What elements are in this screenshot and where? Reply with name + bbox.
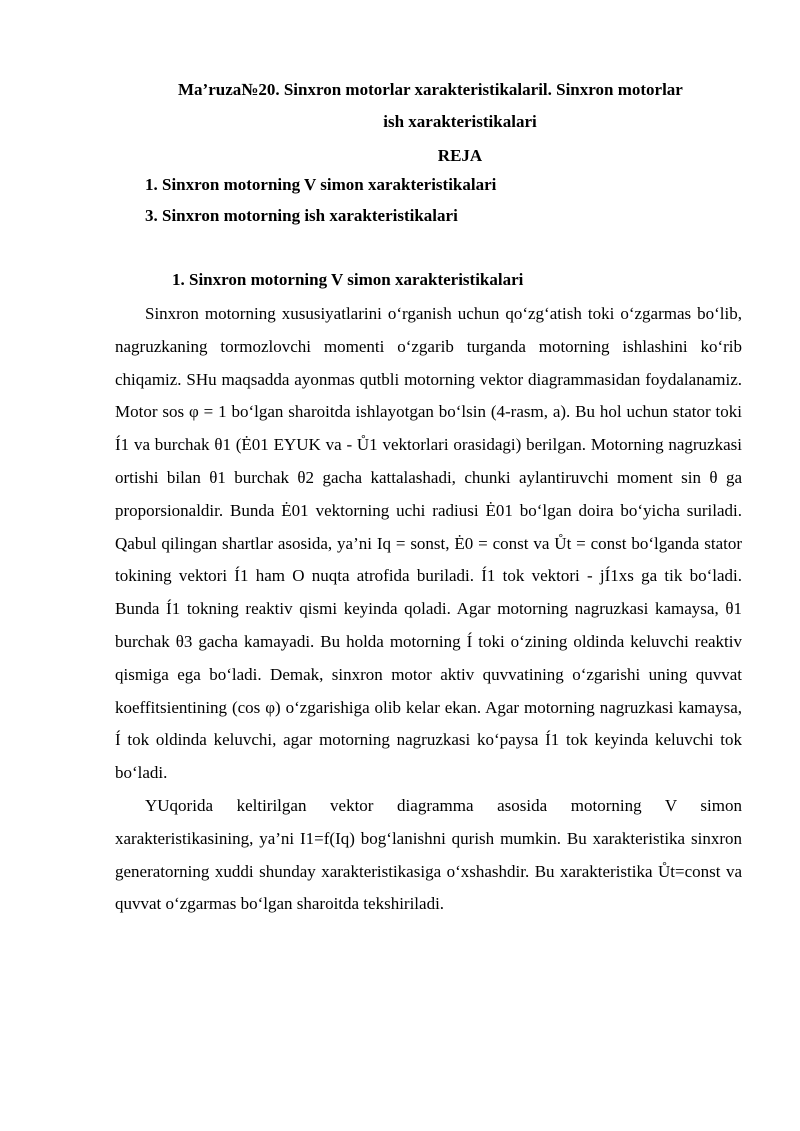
paragraph-2: YUqorida keltirilgan vektor diagramma asosida motorning V simon xarakteristikasining, ya’ni I1=f(Iq) bog‘lanishni qurish mumkin. Bu xarakteristika sinxron generatorning xuddi shunday xarakteristikasiga o‘xshashdir. Bu xarakteristika Ůt=const va quvvat o‘zgarmas bo‘lgan sharoitda tekshiriladi. (115, 795, 742, 914)
lecture-title-line2: ish xarakteristikalari (383, 112, 537, 131)
plan-item-2: 3. Sinxron motorning ish xarakteristikalari (145, 206, 458, 225)
lecture-title-line1: Ma’ruza№20. Sinxron motorlar xarakteristikalaril. Sinxron motorlar (178, 80, 683, 99)
plan-heading: REJA (437, 146, 483, 165)
paragraph-1: Sinxron motorning xususiyatlarini o‘rganish uchun qo‘zg‘atish toki o‘zgarmas bo‘lib, nagruzkaning tormozlovchi momenti o‘zgarib turganda motorning ishlashini ko‘rib chiqamiz. SHu maqsadda ayonmas qutbli motorning vektor diagrammasidan foydalanamiz. Motor sos φ = 1 bo‘lgan sharoitda ishlayotgan bo‘lsin (4-rasm, a). Bu hol uchun stator toki Í1 va burchak θ1 (Ė01 EYUK va - Ů1 vektorlari orasidagi) berilgan. Motorning nagruzkasi ortishi bilan θ1 burchak θ2 gacha kattalashadi, chunki aylantiruvchi moment sin θ ga proporsionaldir. Bunda Ė01 vektorning uchi radiusi Ė01 bo‘lgan doira bo‘yicha suriladi. Qabul qilingan shartlar asosida, ya’ni Iq = sonst, Ė0 = const va Ůt = const bo‘lganda stator tokining vektori Í1 ham O nuqta atrofida buriladi. Í1 tok vektori - jÍ1xs ga tik bo‘ladi. Bunda Í1 tokning reaktiv qismi keyinda qoladi. Agar motorning nagruzkasi kamaysa, θ1 burchak θ3 gacha kamayadi. Bu holda motorning Í toki o‘zining oldinda keluvchi reaktiv qismiga ega bo‘ladi. Demak, sinxron motor aktiv quvvatining o‘zgarishi uning quvvat koeffitsientining (cos φ) o‘zgarishiga olib kelar ekan. Agar motorning nagruzkasi kamaysa, Í tok oldinda keluvchi, agar motorning nagruzkasi ko‘paysa Í1 tok keyinda keluvchi tok bo‘ladi. (115, 304, 742, 783)
section-heading: 1. Sinxron motorning V simon xarakteristikalari (172, 270, 524, 289)
plan-item-1: 1. Sinxron motorning V simon xarakteristikalari (145, 175, 497, 194)
body-text (115, 298, 742, 921)
